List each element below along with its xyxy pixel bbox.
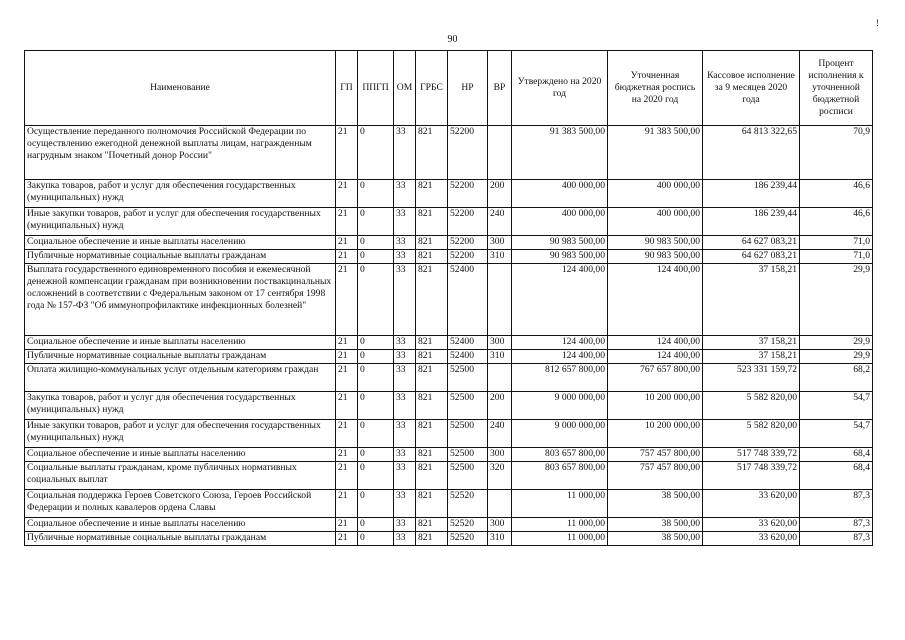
cell-ppgp: 0: [358, 180, 394, 208]
table-row: [25, 236, 873, 250]
cell-nr: 52500: [448, 392, 488, 420]
table-row: [25, 208, 873, 236]
header-om: ОМ: [394, 51, 416, 126]
cell-cash: 33 620,00: [703, 532, 800, 546]
cell-approved: 803 657 800,00: [512, 462, 608, 490]
cell-om: 33: [394, 364, 416, 392]
cell-cash: 37 158,21: [703, 264, 800, 336]
cell-name: Социальное обеспечение и иные выплаты населению: [25, 336, 336, 350]
cell-cash: 5 582 820,00: [703, 420, 800, 448]
cell-nr: 52200: [448, 180, 488, 208]
cell-name: Выплата государственного единовременного пособия и ежемесячной денежной компенсации гражданам при возникновении поствакцинальных осложнений в соответствии с Федеральным законом от 17 сентября 1998 года № 157-ФЗ "Об иммунопрофилактике инфекционных болезней": [25, 264, 336, 336]
cell-name: Публичные нормативные социальные выплаты гражданам: [25, 250, 336, 264]
header-refined: Уточненная бюджетная роспись на 2020 год: [608, 51, 703, 126]
cell-refined: 90 983 500,00: [608, 250, 703, 264]
header-name: Наименование: [25, 51, 336, 126]
cell-grbs: 821: [416, 448, 448, 462]
cell-ppgp: 0: [358, 236, 394, 250]
cell-refined: 38 500,00: [608, 490, 703, 518]
cell-name: Социальное обеспечение и иные выплаты населению: [25, 236, 336, 250]
cell-vr: 300: [488, 236, 512, 250]
cell-gp: 21: [336, 420, 358, 448]
cell-name: Социальное обеспечение и иные выплаты населению: [25, 448, 336, 462]
cell-ppgp: 0: [358, 364, 394, 392]
cell-percent: 68,4: [800, 448, 873, 462]
cell-cash: 37 158,21: [703, 336, 800, 350]
cell-percent: 87,3: [800, 518, 873, 532]
cell-grbs: 821: [416, 462, 448, 490]
cell-gp: 21: [336, 532, 358, 546]
cell-nr: 52400: [448, 350, 488, 364]
cell-gp: 21: [336, 462, 358, 490]
cell-approved: 124 400,00: [512, 264, 608, 336]
cell-approved: 400 000,00: [512, 208, 608, 236]
table-row: [25, 364, 873, 392]
cell-approved: 11 000,00: [512, 518, 608, 532]
cell-ppgp: 0: [358, 518, 394, 532]
cell-gp: 21: [336, 264, 358, 336]
cell-grbs: 821: [416, 336, 448, 350]
cell-refined: 124 400,00: [608, 350, 703, 364]
cell-name: Оплата жилищно-коммунальных услуг отдельным категориям граждан: [25, 364, 336, 392]
cell-percent: 29,9: [800, 336, 873, 350]
header-nr: НР: [448, 51, 488, 126]
cell-vr: [488, 490, 512, 518]
cell-percent: 71,0: [800, 250, 873, 264]
cell-vr: 240: [488, 420, 512, 448]
cell-cash: 517 748 339,72: [703, 462, 800, 490]
table-row: [25, 448, 873, 462]
cell-ppgp: 0: [358, 490, 394, 518]
cell-ppgp: 0: [358, 264, 394, 336]
cell-percent: 46,6: [800, 208, 873, 236]
cell-approved: 11 000,00: [512, 532, 608, 546]
cell-nr: 52520: [448, 532, 488, 546]
cell-percent: 29,9: [800, 264, 873, 336]
cell-percent: 68,4: [800, 462, 873, 490]
table-row: [25, 126, 873, 180]
cell-refined: 400 000,00: [608, 180, 703, 208]
table-row: [25, 336, 873, 350]
cell-name: Осуществление переданного полномочия Российской Федерации по осуществлению ежегодной денежной выплаты лицам, награжденным нагрудным знаком "Почетный донор России": [25, 126, 336, 180]
cell-om: 33: [394, 420, 416, 448]
header-gp: ГП: [336, 51, 358, 126]
cell-name: Закупка товаров, работ и услуг для обеспечения государственных (муниципальных) нужд: [25, 180, 336, 208]
cell-ppgp: 0: [358, 532, 394, 546]
cell-cash: 186 239,44: [703, 180, 800, 208]
cell-grbs: 821: [416, 392, 448, 420]
table-body: [25, 126, 873, 546]
cell-om: 33: [394, 532, 416, 546]
cell-percent: 87,3: [800, 490, 873, 518]
cell-vr: 200: [488, 180, 512, 208]
cell-approved: 803 657 800,00: [512, 448, 608, 462]
cell-cash: 186 239,44: [703, 208, 800, 236]
cell-vr: [488, 364, 512, 392]
table-row: [25, 462, 873, 490]
cell-refined: 90 983 500,00: [608, 236, 703, 250]
cell-nr: 52500: [448, 364, 488, 392]
cell-approved: 812 657 800,00: [512, 364, 608, 392]
table-row: [25, 532, 873, 546]
cell-grbs: 821: [416, 350, 448, 364]
cell-om: 33: [394, 350, 416, 364]
cell-refined: 10 200 000,00: [608, 392, 703, 420]
cell-nr: 52400: [448, 336, 488, 350]
cell-cash: 64 627 083,21: [703, 250, 800, 264]
cell-approved: 11 000,00: [512, 490, 608, 518]
cell-om: 33: [394, 448, 416, 462]
cell-vr: 300: [488, 336, 512, 350]
cell-grbs: 821: [416, 518, 448, 532]
cell-gp: 21: [336, 364, 358, 392]
cell-name: Иные закупки товаров, работ и услуг для обеспечения государственных (муниципальных) нужд: [25, 420, 336, 448]
table-row: [25, 250, 873, 264]
cell-ppgp: 0: [358, 448, 394, 462]
cell-grbs: 821: [416, 264, 448, 336]
cell-refined: 757 457 800,00: [608, 462, 703, 490]
cell-refined: 38 500,00: [608, 532, 703, 546]
page-number: 90: [447, 34, 458, 45]
cell-refined: 38 500,00: [608, 518, 703, 532]
cell-nr: 52520: [448, 518, 488, 532]
cell-vr: 300: [488, 448, 512, 462]
cell-gp: 21: [336, 180, 358, 208]
cell-grbs: 821: [416, 490, 448, 518]
cell-vr: [488, 264, 512, 336]
table-row: [25, 392, 873, 420]
table-header-row: [25, 51, 873, 126]
cell-nr: 52500: [448, 462, 488, 490]
cell-om: 33: [394, 236, 416, 250]
cell-grbs: 821: [416, 420, 448, 448]
cell-cash: 5 582 820,00: [703, 392, 800, 420]
cell-approved: 91 383 500,00: [512, 126, 608, 180]
cell-om: 33: [394, 462, 416, 490]
cell-ppgp: 0: [358, 350, 394, 364]
cell-grbs: 821: [416, 364, 448, 392]
header-cash: Кассовое исполнение за 9 месяцев 2020 года: [703, 51, 800, 126]
cell-cash: 64 627 083,21: [703, 236, 800, 250]
cell-ppgp: 0: [358, 126, 394, 180]
cell-name: Социальные выплаты гражданам, кроме публичных нормативных социальных выплат: [25, 462, 336, 490]
header-grbs: ГРБС: [416, 51, 448, 126]
table-row: [25, 420, 873, 448]
cell-gp: 21: [336, 236, 358, 250]
table-row: [25, 350, 873, 364]
cell-cash: 33 620,00: [703, 490, 800, 518]
cell-percent: 54,7: [800, 392, 873, 420]
cell-om: 33: [394, 392, 416, 420]
budget-table: [24, 50, 873, 546]
cell-percent: 46,6: [800, 180, 873, 208]
cell-ppgp: 0: [358, 392, 394, 420]
cell-ppgp: 0: [358, 420, 394, 448]
cell-grbs: 821: [416, 236, 448, 250]
cell-cash: 517 748 339,72: [703, 448, 800, 462]
cell-om: 33: [394, 264, 416, 336]
cell-gp: 21: [336, 490, 358, 518]
cell-gp: 21: [336, 250, 358, 264]
header-vr: ВР: [488, 51, 512, 126]
cell-cash: 37 158,21: [703, 350, 800, 364]
cell-vr: 240: [488, 208, 512, 236]
cell-refined: 757 457 800,00: [608, 448, 703, 462]
cell-approved: 400 000,00: [512, 180, 608, 208]
cell-percent: 70,9: [800, 126, 873, 180]
cell-gp: 21: [336, 350, 358, 364]
cell-gp: 21: [336, 208, 358, 236]
cell-om: 33: [394, 126, 416, 180]
cell-percent: 54,7: [800, 420, 873, 448]
cell-approved: 90 983 500,00: [512, 250, 608, 264]
cell-refined: 124 400,00: [608, 264, 703, 336]
cell-vr: 320: [488, 462, 512, 490]
cell-percent: 71,0: [800, 236, 873, 250]
cell-vr: 310: [488, 532, 512, 546]
cell-nr: 52520: [448, 490, 488, 518]
cell-gp: 21: [336, 126, 358, 180]
cell-approved: 124 400,00: [512, 336, 608, 350]
cell-nr: 52200: [448, 208, 488, 236]
cell-ppgp: 0: [358, 250, 394, 264]
table-row: [25, 180, 873, 208]
cell-gp: 21: [336, 518, 358, 532]
cell-approved: 124 400,00: [512, 350, 608, 364]
cell-approved: 90 983 500,00: [512, 236, 608, 250]
cell-name: Иные закупки товаров, работ и услуг для обеспечения государственных (муниципальных) нужд: [25, 208, 336, 236]
cell-grbs: 821: [416, 250, 448, 264]
cell-nr: 52500: [448, 420, 488, 448]
cell-vr: 300: [488, 518, 512, 532]
header-ppgp: ППГП: [358, 51, 394, 126]
cell-gp: 21: [336, 392, 358, 420]
cell-grbs: 821: [416, 532, 448, 546]
cell-om: 33: [394, 336, 416, 350]
cell-vr: [488, 126, 512, 180]
table-row: [25, 264, 873, 336]
cell-name: Публичные нормативные социальные выплаты гражданам: [25, 350, 336, 364]
cell-percent: 68,2: [800, 364, 873, 392]
cell-cash: 33 620,00: [703, 518, 800, 532]
cell-approved: 9 000 000,00: [512, 420, 608, 448]
header-approved: Утверждено на 2020 год: [512, 51, 608, 126]
cell-cash: 64 813 322,65: [703, 126, 800, 180]
cell-om: 33: [394, 180, 416, 208]
cell-ppgp: 0: [358, 208, 394, 236]
cell-refined: 400 000,00: [608, 208, 703, 236]
cell-gp: 21: [336, 448, 358, 462]
cell-nr: 52200: [448, 126, 488, 180]
cell-ppgp: 0: [358, 462, 394, 490]
cell-nr: 52500: [448, 448, 488, 462]
cell-om: 33: [394, 208, 416, 236]
table-row: [25, 490, 873, 518]
cell-om: 33: [394, 250, 416, 264]
cell-percent: 87,3: [800, 532, 873, 546]
cell-refined: 124 400,00: [608, 336, 703, 350]
cell-vr: 310: [488, 250, 512, 264]
cell-grbs: 821: [416, 126, 448, 180]
cell-refined: 767 657 800,00: [608, 364, 703, 392]
cell-grbs: 821: [416, 208, 448, 236]
cell-nr: 52200: [448, 236, 488, 250]
cell-approved: 9 000 000,00: [512, 392, 608, 420]
cell-vr: 200: [488, 392, 512, 420]
cell-name: Закупка товаров, работ и услуг для обеспечения государственных (муниципальных) нужд: [25, 392, 336, 420]
cell-refined: 10 200 000,00: [608, 420, 703, 448]
header-percent: Процент исполнения к уточненной бюджетной росписи: [800, 51, 873, 126]
cell-name: Социальная поддержка Героев Советского Союза, Героев Российской Федерации и полных кавалеров ордена Славы: [25, 490, 336, 518]
cell-refined: 91 383 500,00: [608, 126, 703, 180]
cell-name: Социальное обеспечение и иные выплаты населению: [25, 518, 336, 532]
cell-om: 33: [394, 518, 416, 532]
cell-ppgp: 0: [358, 336, 394, 350]
cell-grbs: 821: [416, 180, 448, 208]
edge-mark: !: [876, 18, 879, 28]
cell-nr: 52400: [448, 264, 488, 336]
cell-name: Публичные нормативные социальные выплаты гражданам: [25, 532, 336, 546]
table-row: [25, 518, 873, 532]
cell-gp: 21: [336, 336, 358, 350]
cell-om: 33: [394, 490, 416, 518]
cell-percent: 29,9: [800, 350, 873, 364]
cell-cash: 523 331 159,72: [703, 364, 800, 392]
cell-nr: 52200: [448, 250, 488, 264]
cell-vr: 310: [488, 350, 512, 364]
